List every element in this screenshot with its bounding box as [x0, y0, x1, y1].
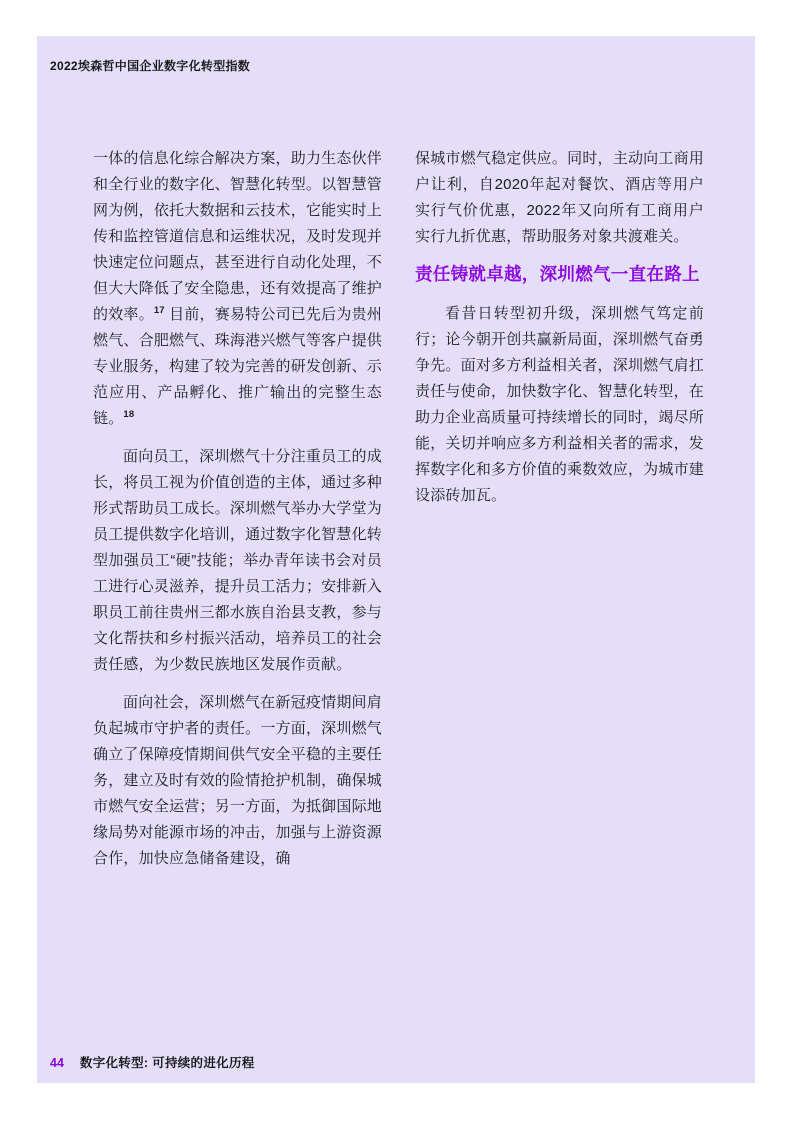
footer-doc-title: 数字化转型: 可持续的进化历程 [79, 1056, 255, 1070]
page-footer [50, 1053, 255, 1071]
footnote-reference-17: 17 [153, 305, 165, 316]
section-heading-responsibility: 责任铸就卓越，深圳燃气一直在路上 [415, 264, 700, 284]
content-panel [37, 36, 755, 1083]
paragraph-society-continued: 保城市燃气稳定供应。同时，主动向工商用户让利，自2020年起对餐饮、酒店等用户实行气价优惠，2022年又向所有工商用户实行九折优惠，帮助服务对象共渡难关。 [415, 150, 704, 245]
page-number: 44 [50, 1056, 64, 1070]
right-column [415, 146, 704, 521]
paragraph-outlook: 看昔日转型初升级，深圳燃气笃定前行；论今朝开创共赢新局面，深圳燃气奋勇争先。面对多方利益相关者，深圳燃气肩扛责任与使命，加快数字化、智慧化转型，在助力企业高质量可持续增长的同时，竭尽所能，关切并响应多方利益相关者的需求，发挥数字化和多方价值的乘数效应，为城市建设添砖加瓦。 [415, 305, 704, 504]
paragraph-solution-ecosystem [93, 146, 382, 432]
paragraph-text: 一体的信息化综合解决方案，助力生态伙伴和全行业的数字化、智慧化转型。以智慧管网为例，依托大数据和云技术，它能实时上传和监控管道信息和运维状况，及时发现并快速定位问题点，甚至进行自动化处理，不但大大降低了安全隐患，还有效提高了维护的效率。 [93, 150, 382, 323]
paragraph-society: 面向社会，深圳燃气在新冠疫情期间肩负起城市守护者的责任。一方面，深圳燃气确立了保障疫情期间供气安全平稳的主要任务，建立及时有效的险情抢护机制，确保城市燃气安全运营；另一方面，为抵御国际地缘局势对能源市场的冲击，加强与上游资源合作，加快应急储备建设，确 [93, 694, 382, 867]
left-column [93, 146, 382, 884]
paragraph-employees: 面向员工，深圳燃气十分注重员工的成长，将员工视为价值创造的主体，通过多种形式帮助员工成长。深圳燃气举办大学堂为员工提供数字化培训，通过数字化智慧化转型加强员工“硬”技能；举办青年读书会对员工进行心灵滋养，提升员工活力；安排新入职员工前往贵州三都水族自治县支教，参与文化帮扶和乡村振兴活动，培养员工的社会责任感，为少数民族地区发展作贡献。 [93, 448, 382, 673]
running-header: 2022埃森哲中国企业数字化转型指数 [50, 59, 251, 73]
footnote-reference-18: 18 [123, 409, 135, 420]
paragraph-text: 目前，赛易特公司已先后为贵州燃气、合肥燃气、珠海港兴燃气等客户提供专业服务，构建了较为完善的研发创新、示范应用、产品孵化、推广输出的完整生态链。 [93, 306, 382, 427]
